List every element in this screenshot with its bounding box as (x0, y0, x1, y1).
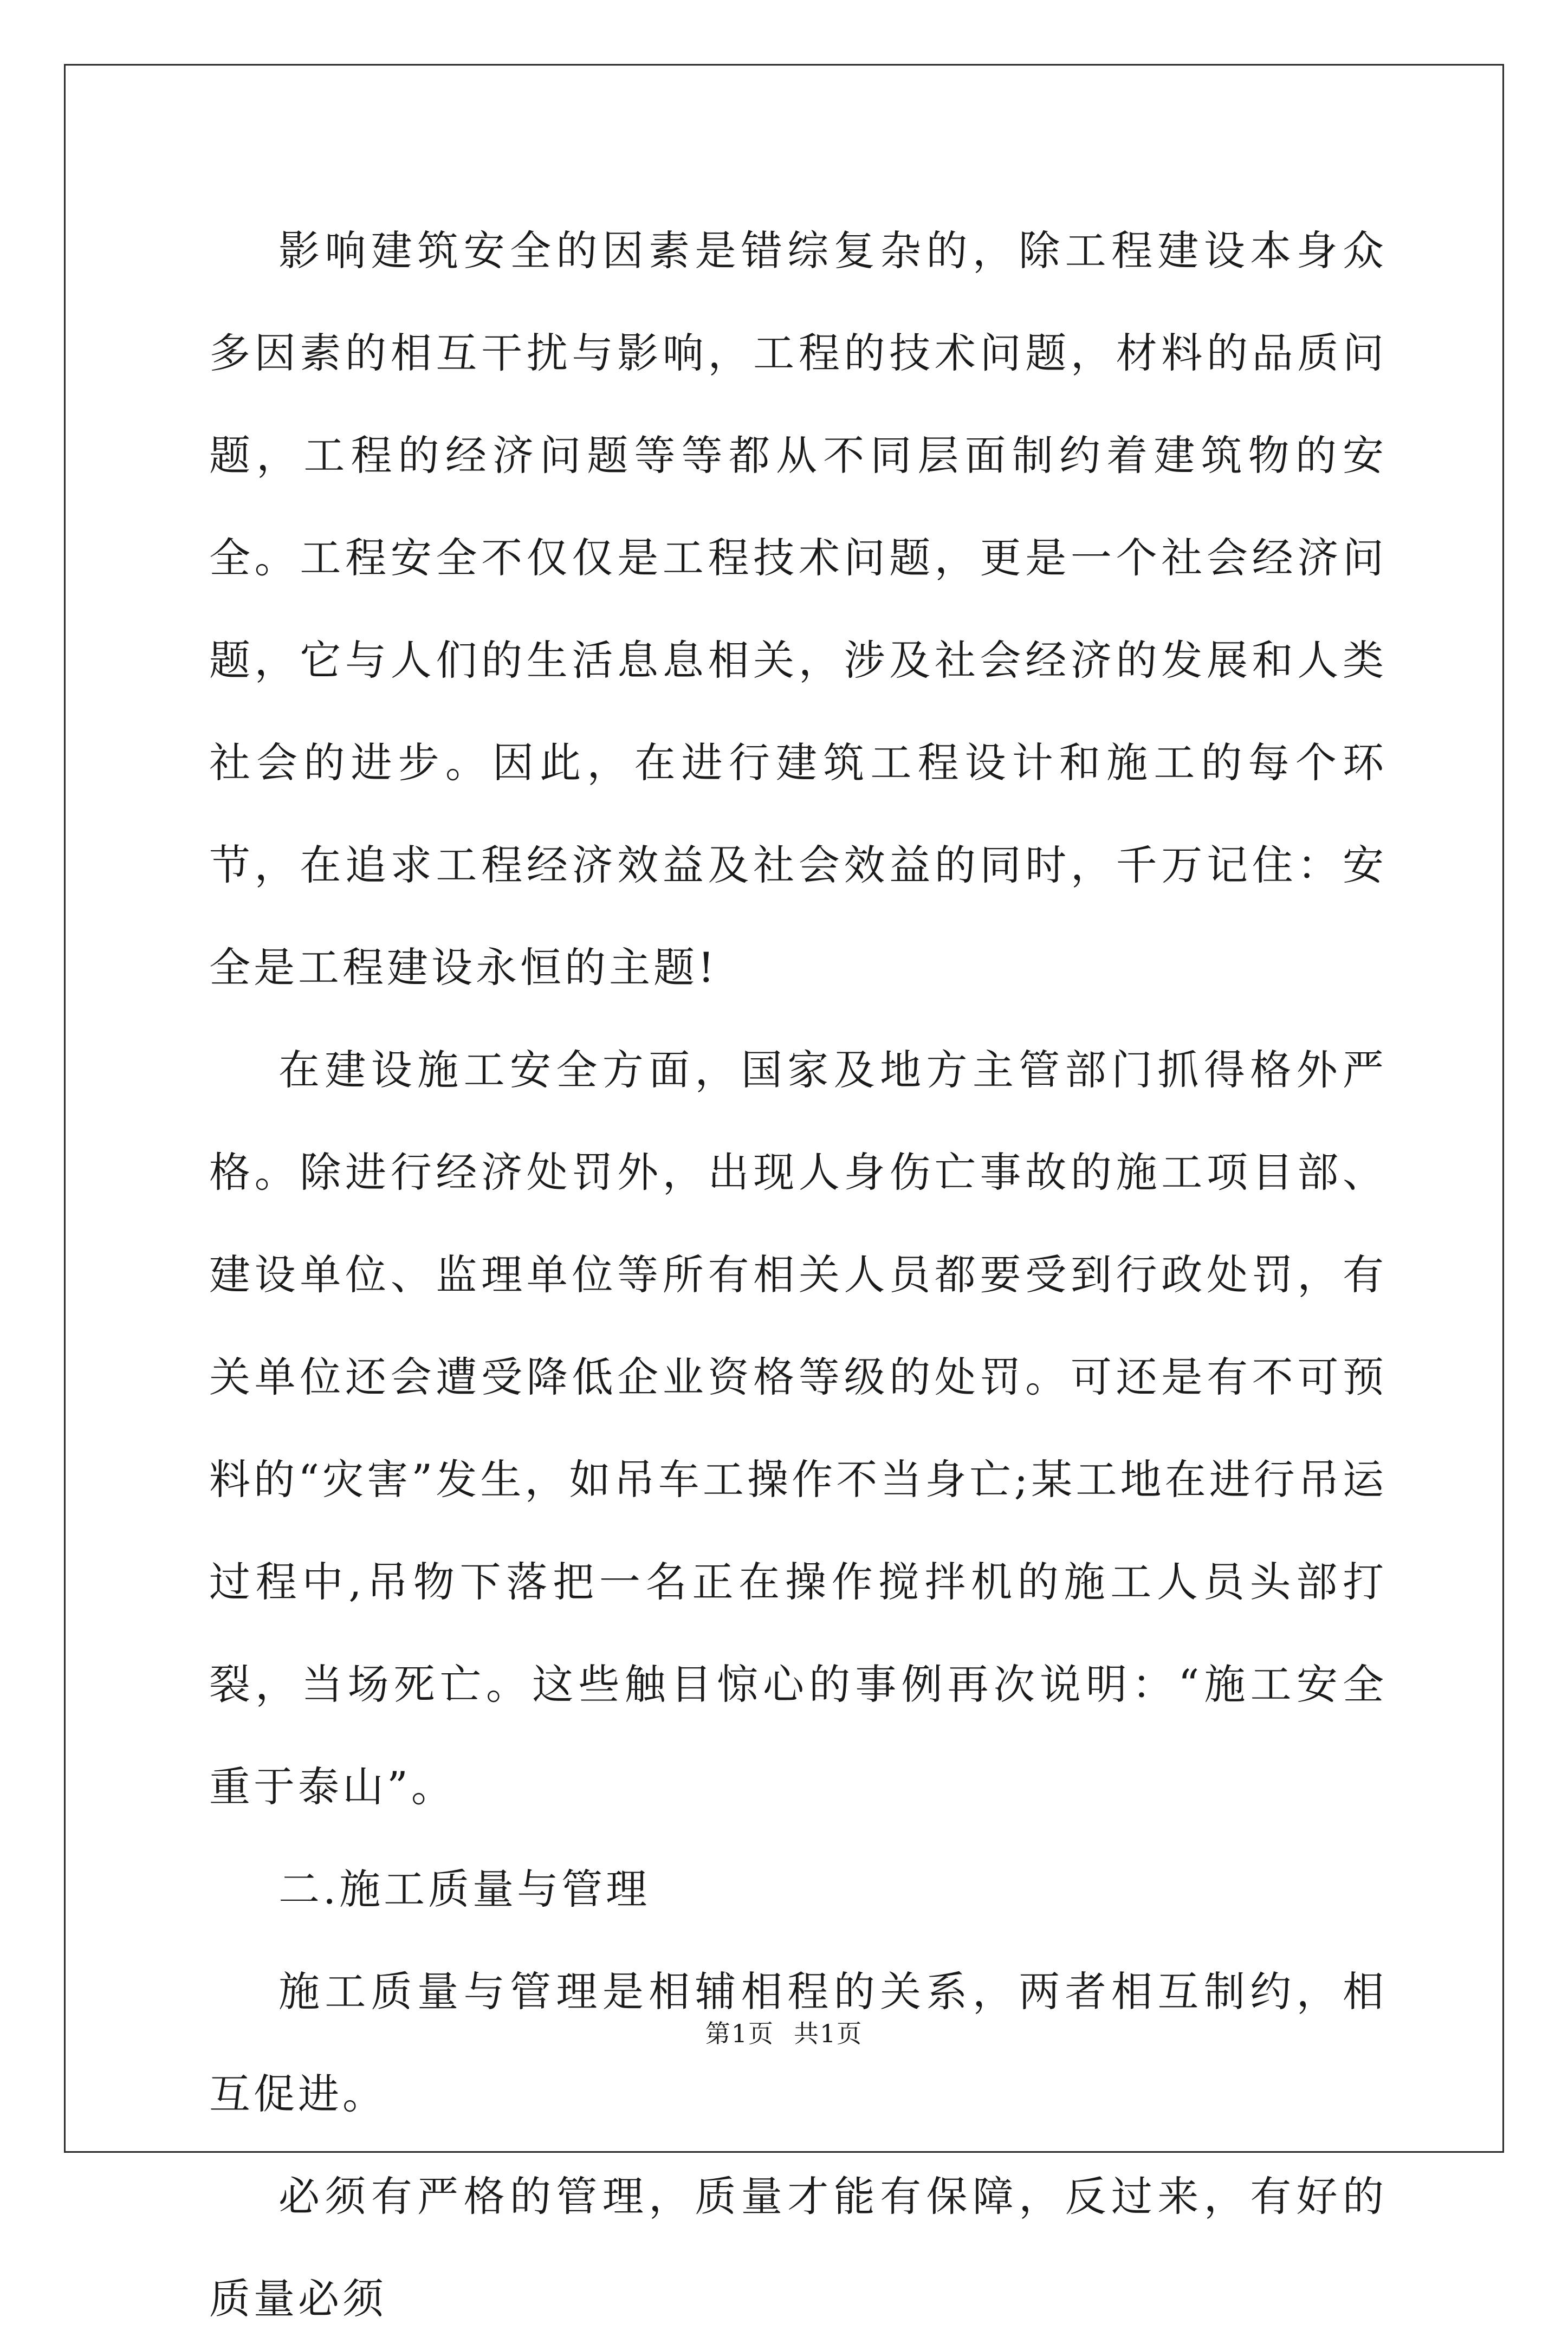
paragraph-construction-safety: 在建设施工安全方面，国家及地方主管部门抓得格外严格。除进行经济处罚外，出现人身伤亡事故的施工项目部、建设单位、监理单位等所有相关人员都要受到行政处罚，有关单位还会遭受降低企业资格等级的处罚。可还是有不可预料的“灾害”发生，如吊车工操作不当身亡;某工地在进行吊运过程中,吊物下落把一名正在操作搅拌机的施工人员头部打裂，当场死亡。这些触目惊心的事例再次说明：“施工安全重于泰山”。 (209, 1046, 1387, 1811)
page-number-current: 第1页 (705, 2019, 774, 2048)
page-number-total: 共1页 (794, 2019, 863, 2048)
section-heading-quality-management: 二.施工质量与管理 (278, 1865, 651, 1913)
paragraph-strict-management: 必须有严格的管理，质量才能有保障，反过来，有好的质量必须 (209, 2172, 1387, 2323)
paragraph-building-safety-factors: 影响建筑安全的因素是错综复杂的，除工程建设本身众多因素的相互干扰与影响，工程的技术问题，材料的品质问题，工程的经济问题等等都从不同层面制约着建筑物的安全。工程安全不仅仅是工程技术问题，更是一个社会经济问题，它与人们的生活息息相关，涉及社会经济的发展和人类社会的进步。因此，在进行建筑工程设计和施工的每个环节，在追求工程经济效益及社会效益的同时，千万记住：安全是工程建设永恒的主题! (209, 226, 1387, 992)
paragraph-quality-management-relation: 施工质量与管理是相辅相程的关系，两者相互制约，相互促进。 (209, 1967, 1387, 2118)
page-footer (0, 2017, 1568, 2050)
